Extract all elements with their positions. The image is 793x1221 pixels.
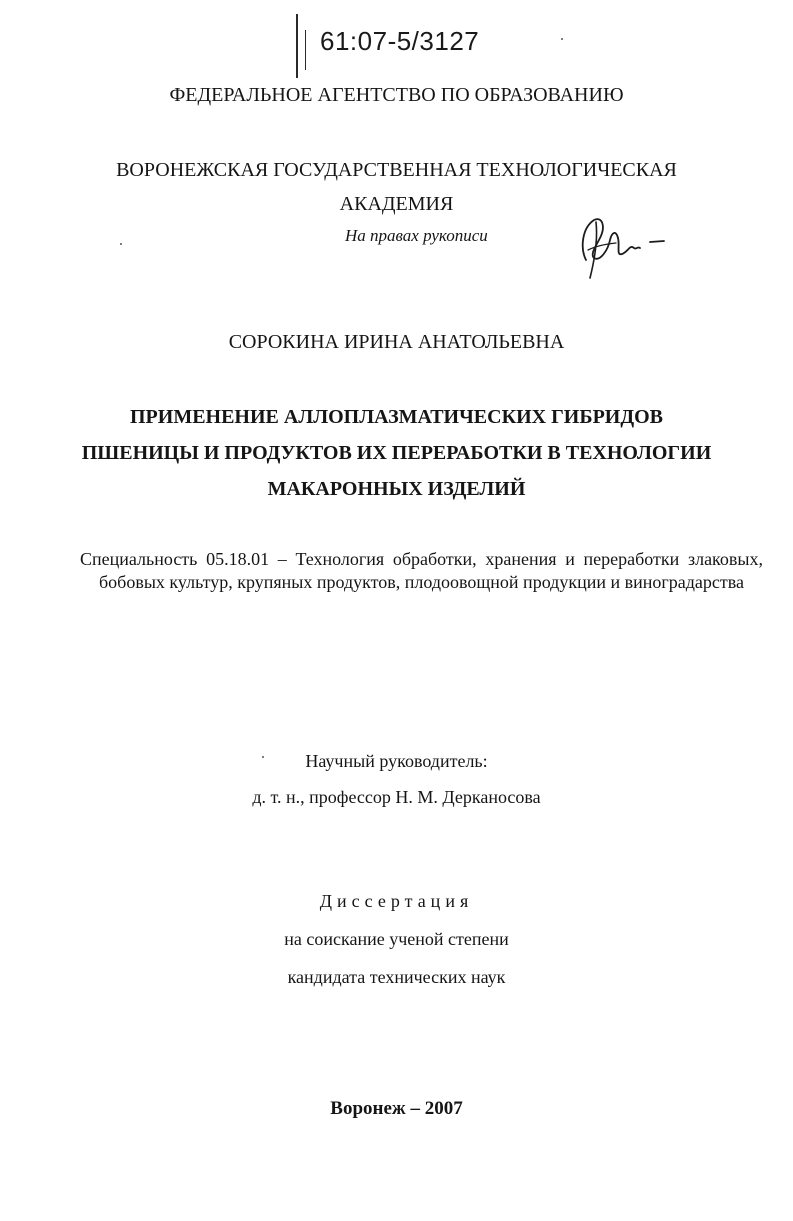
specialty: Специальность 05.18.01 – Технология обработки, хранения и переработки злаковых, бобовых культур, крупяных продуктов, плодоовощной продукции и виноградарства xyxy=(80,549,763,592)
scan-mark-left xyxy=(296,14,298,78)
scan-speck xyxy=(561,38,563,40)
scan-speck xyxy=(120,243,122,245)
supervisor-label: Научный руководитель: xyxy=(305,751,488,771)
dissertation-block xyxy=(0,882,793,996)
supervisor-name: д. т. н., профессор Н. М. Дерканосова xyxy=(252,787,541,807)
supervisor-block xyxy=(0,743,793,815)
academy-line-1: ВОРОНЕЖСКАЯ ГОСУДАРСТВЕННАЯ ТЕХНОЛОГИЧЕСКАЯ xyxy=(116,159,677,181)
author-name: СОРОКИНА ИРИНА АНАТОЛЬЕВНА xyxy=(228,331,565,353)
agency-name: ФЕДЕРАЛЬНОЕ АГЕНТСТВО ПО ОБРАЗОВАНИЮ xyxy=(169,84,624,106)
degree-type: кандидата технических наук xyxy=(287,967,506,987)
scan-mark-right xyxy=(305,30,306,70)
rights-note: На правах рукописи xyxy=(345,226,488,245)
academy-line-2: АКАДЕМИЯ xyxy=(339,193,454,215)
city-year: Воронеж – 2007 xyxy=(330,1098,463,1119)
archive-code: 61:07-5/3127 xyxy=(320,26,480,56)
degree-line: на соискание ученой степени xyxy=(284,929,509,949)
dissertation-title: ПРИМЕНЕНИЕ АЛЛОПЛАЗМАТИЧЕСКИХ ГИБРИДОВ ПШЕНИЦЫ И ПРОДУКТОВ ИХ ПЕРЕРАБОТКИ В ТЕХНОЛОГИИ МАКАРОННЫХ ИЗДЕЛИЙ xyxy=(81,406,712,500)
handwritten-signature xyxy=(572,210,682,282)
dissertation-word: Диссертация xyxy=(319,891,474,911)
